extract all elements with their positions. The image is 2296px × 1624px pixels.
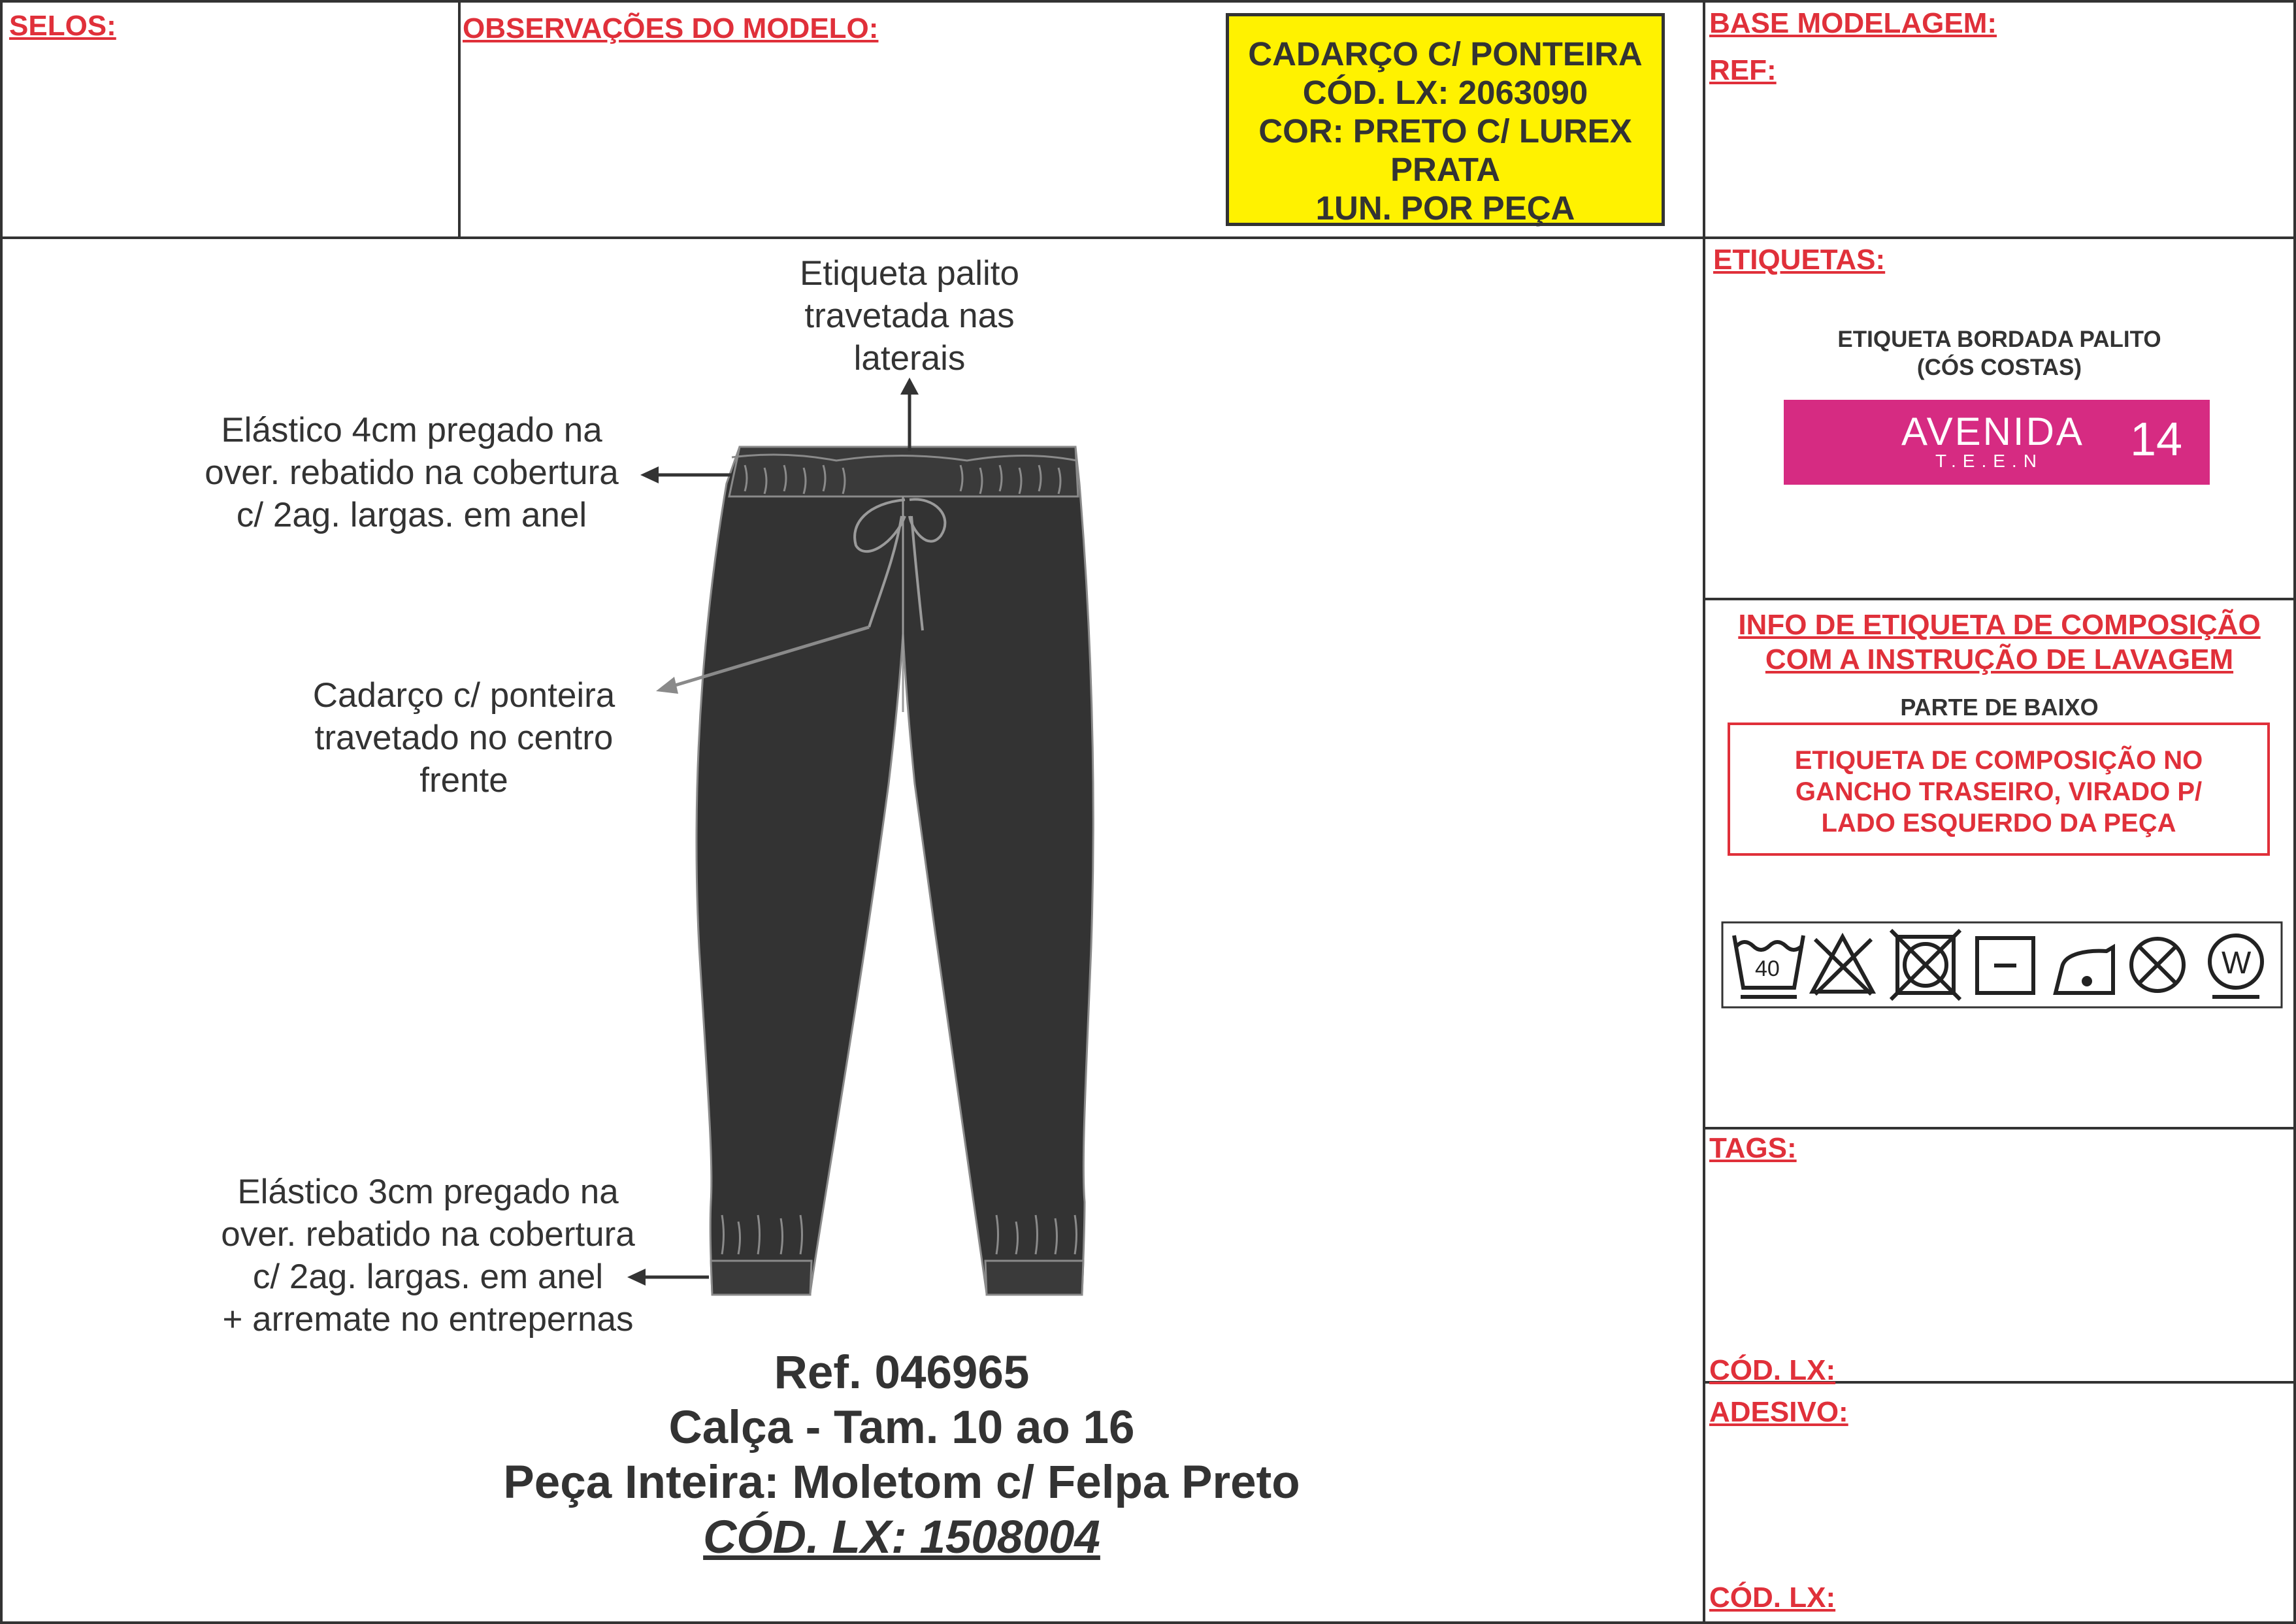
tags-label: TAGS: [1709,1132,1797,1164]
composicao-part: PARTE DE BAIXO [1900,694,2099,721]
cadarco-note-line: COR: PRETO C/ LUREX [1258,112,1632,150]
callout-line: Elástico 3cm pregado na [237,1173,619,1211]
pants-silhouette [697,447,1093,1293]
composicao-note-line: GANCHO TRASEIRO, VIRADO P/ [1795,777,2203,806]
callout-line: travetada nas [804,297,1015,335]
elastico-3cm-callout [186,1171,670,1340]
ref-label: REF: [1709,54,1777,86]
brand-label [1784,400,2210,485]
composicao-note [1728,723,2270,856]
tags-cod-lx-label: CÓD. LX: [1709,1354,1836,1386]
callout-line: Etiqueta palito [800,254,1019,293]
selos-label: SELOS: [9,10,116,42]
composicao-note-line: ETIQUETA DE COMPOSIÇÃO NO [1794,746,2203,775]
callout-line: c/ 2ag. largas. em anel [236,496,587,534]
callout-line: + arremate no entrepernas [222,1300,634,1339]
composicao-cell [1703,598,2296,1129]
right-cuff [985,1261,1083,1295]
product-info [327,1346,1477,1565]
cadarco-note-line: CÓD. LX: 2063090 [1302,74,1588,111]
product-name: Calça - Tam. 10 ao 16 [668,1402,1135,1453]
care-symbols [1721,921,2283,1009]
composicao-note-line: LADO ESQUERDO DA PEÇA [1821,809,2176,837]
callout-line: Cadarço c/ ponteira [312,676,615,715]
callout-line: c/ 2ag. largas. em anel [252,1258,604,1296]
callout-line: travetado no centro [314,719,614,757]
svg-text:W: W [2222,946,2252,981]
adesivo-label: ADESIVO: [1709,1396,1848,1428]
tags-cell [1703,1127,2296,1384]
observacoes-label: OBSERVAÇÕES DO MODELO: [463,12,879,44]
cadarco-callout [268,674,660,802]
svg-text:40: 40 [1755,956,1780,981]
callout-line: over. rebatido na cobertura [205,453,619,492]
composicao-title [1705,608,2293,677]
callout-line: laterais [853,339,966,378]
base-modelagem-label: BASE MODELAGEM: [1709,7,1997,39]
left-cuff [711,1261,812,1295]
brand-sub: T.E.E.N [1935,451,2043,471]
cadarco-note-line: 1UN. POR PEÇA [1315,189,1575,227]
etiqueta-caption-line: (CÓS COSTAS) [1916,355,2082,380]
cadarco-note-line: CADARÇO C/ PONTEIRA [1248,35,1643,73]
composicao-title-line: INFO DE ETIQUETA DE COMPOSIÇÃO [1738,609,2261,641]
callout-line: frente [419,761,508,800]
etiqueta-caption-line: ETIQUETA BORDADA PALITO [1837,327,2161,352]
cadarco-note-line: PRATA [1390,151,1501,188]
elastico-4cm-callout [176,409,647,536]
callout-line: over. rebatido na cobertura [221,1215,635,1254]
composicao-title-line: COM A INSTRUÇÃO DE LAVAGEM [1765,643,2234,675]
callout-line: Elástico 4cm pregado na [221,411,602,449]
etiquetas-label: ETIQUETAS: [1713,244,1886,276]
etiqueta-caption [1705,325,2293,382]
brand-name: AVENIDA [1901,410,2084,453]
product-cod-lx: CÓD. LX: 1508004 [703,1512,1100,1563]
etiqueta-palito-callout [779,252,1040,380]
product-ref: Ref. 046965 [774,1347,1030,1399]
product-material: Peça Inteira: Moletom c/ Felpa Preto [503,1457,1300,1508]
brand-size: 14 [2130,414,2183,466]
adesivo-cod-lx-label: CÓD. LX: [1709,1582,1836,1614]
